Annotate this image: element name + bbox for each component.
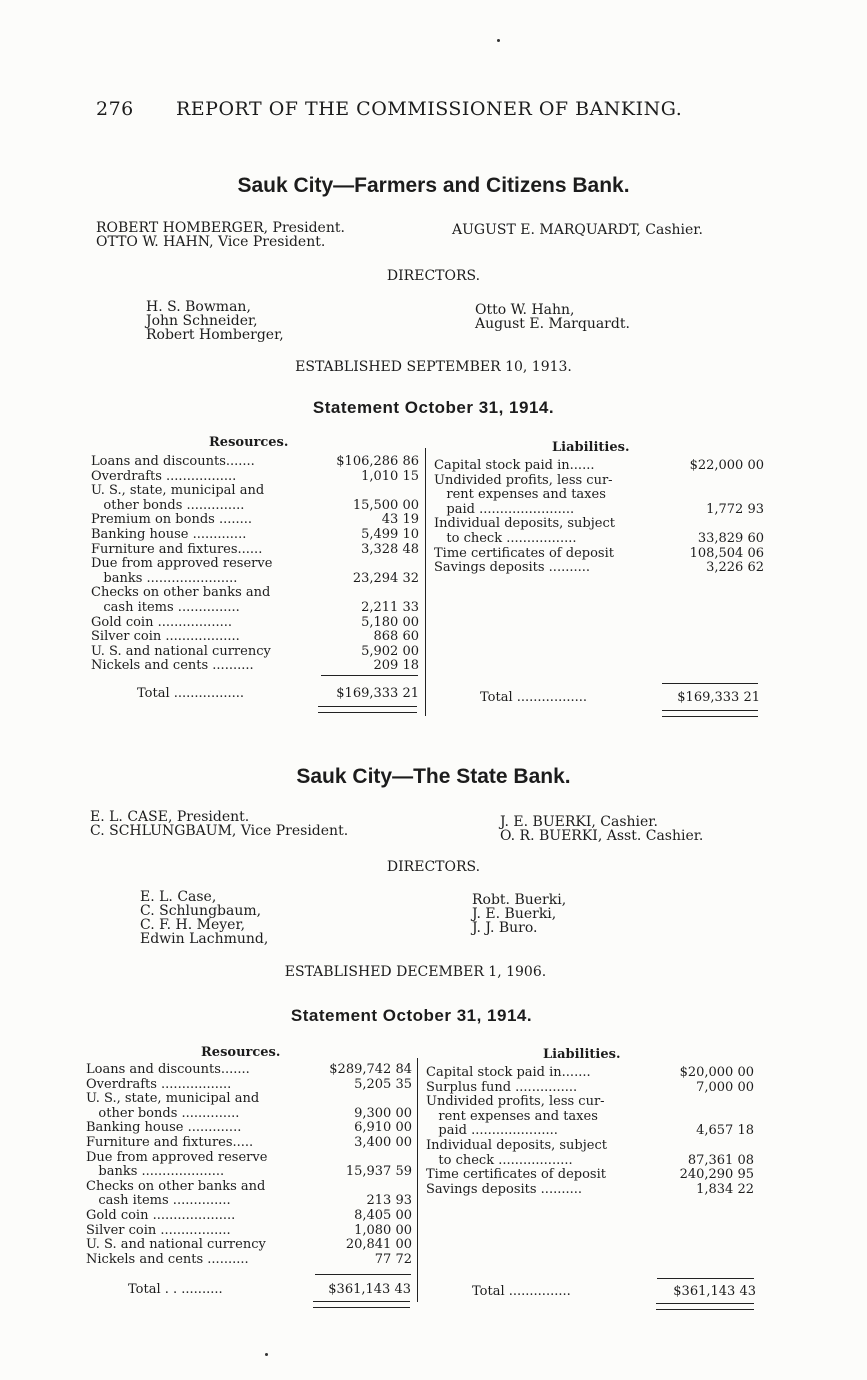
item-label: Loans and discounts....... [91,454,255,469]
ledger-row [86,1180,412,1195]
item-amount: 1,834 22 [696,1181,754,1197]
item-label: Premium on bonds ........ [91,512,253,528]
item-amount: 5,902 00 [361,643,419,659]
sum-rule [321,675,418,676]
directors-left [146,300,284,342]
item-label: Furniture and fixtures...... [91,541,263,557]
ledger-row [91,630,419,645]
ledger-row [86,1224,412,1239]
item-amount: 8,405 00 [354,1207,412,1223]
bank-title: Sauk City—Farmers and Citizens Bank. [237,174,630,197]
officer-cashier: AUGUST E. MARQUARDT, Cashier. [452,222,703,238]
ledger-row [86,1063,412,1078]
ledger-row [91,586,419,601]
item-amount: 1,010 15 [361,468,419,484]
director: H. S. Bowman, [146,299,251,315]
item-amount: $289,742 84 [329,1062,412,1077]
item-label: U. S., state, municipal and [86,1091,260,1107]
ledger-row [426,1081,754,1096]
item-amount: $20,000 00 [679,1065,754,1080]
page-number: 276 [96,98,134,120]
director: Robt. Buerki, [472,892,567,908]
item-label: Nickels and cents .......... [91,658,254,674]
item-amount: 15,500 00 [352,497,419,513]
liabilities-heading: Liabilities. [543,1047,621,1062]
item-label: U. S. and national currency [91,643,271,659]
established-date: ESTABLISHED DECEMBER 1, 1906. [284,964,547,980]
double-rule [662,710,758,717]
sum-rule [315,1274,411,1275]
item-label: Checks on other banks and [91,585,271,601]
ledger-row [91,543,419,558]
ledger-row [91,470,419,485]
established-date: ESTABLISHED SEPTEMBER 10, 1913. [295,359,572,375]
item-amount: 20,841 00 [345,1237,412,1253]
item-label: Banking house ............. [86,1120,242,1136]
officers-left [96,221,345,249]
ledger-row [86,1194,412,1209]
director: Edwin Lachmund, [140,931,269,947]
item-label: banks ...................... [91,570,238,586]
resources-list [91,455,419,674]
bank-title: Sauk City—The State Bank. [296,765,571,788]
double-rule [318,706,417,713]
column-divider [425,448,426,716]
officer-vice-president: C. SCHLUNGBAUM, Vice President. [90,823,349,839]
item-amount: 108,504 06 [689,545,764,561]
item-amount: 33,829 60 [697,530,764,546]
directors-right [475,303,630,331]
ledger-row [91,572,419,587]
ledger-row [86,1253,412,1268]
ledger-row [434,561,764,576]
item-label: paid ....................... [434,501,575,517]
total-amount: $361,143 43 [673,1284,756,1299]
total-amount: $361,143 43 [328,1282,411,1297]
ledger-row [434,488,764,503]
item-label: rent expenses and taxes [434,487,606,503]
director: C. F. H. Meyer, [140,917,246,933]
item-amount: $106,286 86 [336,454,419,469]
ledger-row [86,1151,412,1166]
item-amount: 3,226 62 [706,560,764,576]
ledger-row [86,1121,412,1136]
director: E. L. Case, [140,889,217,905]
item-label: Gold coin .................. [91,614,232,630]
ledger-row [91,616,419,631]
item-label: Overdrafts ................. [86,1076,232,1092]
ledger-row [91,601,419,616]
item-amount: 4,657 18 [696,1123,754,1139]
item-label: Nickels and cents .......... [86,1251,249,1267]
item-label: U. S. and national currency [86,1237,266,1253]
item-label: to check ................. [434,530,577,546]
ink-speck [265,1353,268,1356]
statement-heading: Statement October 31, 1914. [290,1006,533,1025]
ledger-row [86,1092,412,1107]
item-label: Surplus fund ............... [426,1079,578,1095]
director: John Schneider, [146,313,258,329]
ledger-row [91,659,419,674]
item-label: Undivided profits, less cur- [434,472,613,488]
item-amount: 23,294 32 [352,570,419,586]
item-amount: 5,499 10 [361,526,419,542]
ledger-row [426,1110,754,1125]
director: J. J. Buro. [472,920,538,936]
director: Robert Homberger, [146,327,284,343]
item-label: other bonds .............. [91,497,245,513]
officer-vice-president: OTTO W. HAHN, Vice President. [96,234,326,250]
ledger-row [426,1124,754,1139]
item-amount: 1,080 00 [354,1222,412,1238]
ledger-row [426,1066,754,1081]
item-label: Due from approved reserve [91,556,273,572]
ledger-row [91,484,419,499]
director: August E. Marquardt. [475,316,630,332]
ledger-row [426,1154,754,1169]
ledger-row [91,499,419,514]
item-label: Silver coin .................. [91,629,240,645]
item-label: Due from approved reserve [86,1149,268,1165]
item-label: Silver coin ................. [86,1222,231,1238]
item-amount: 868 60 [373,629,419,645]
ledger-row [86,1136,412,1151]
item-label: Time certificates of deposit [434,545,614,561]
total-label: Total ............... [472,1284,571,1299]
item-label: Loans and discounts....... [86,1062,250,1077]
ledger-row [426,1183,754,1198]
double-rule [656,1303,754,1310]
item-amount: 6,910 00 [354,1120,412,1136]
item-label: rent expenses and taxes [426,1108,598,1124]
item-amount: 87,361 08 [687,1152,754,1168]
officer-president: E. L. CASE, President. [90,809,250,825]
item-label: to check .................. [426,1152,573,1168]
ledger-row [426,1139,754,1154]
ledger-row [426,1095,754,1110]
item-label: Savings deposits .......... [434,560,590,576]
ledger-row [91,513,419,528]
director: C. Schlungbaum, [140,903,262,919]
liabilities-list [426,1066,754,1197]
total-label: Total . . .......... [128,1282,223,1297]
running-title: REPORT OF THE COMMISSIONER OF BANKING. [176,98,683,120]
item-amount: 43 19 [381,512,419,528]
item-label: Undivided profits, less cur- [426,1094,605,1110]
item-amount: 2,211 33 [361,599,419,615]
item-label: Savings deposits .......... [426,1181,582,1197]
item-label: cash items .............. [86,1193,231,1209]
column-divider [417,1058,418,1302]
item-label: U. S., state, municipal and [91,483,265,499]
ink-speck [497,39,500,42]
officers-right [500,815,703,843]
ledger-row [86,1078,412,1093]
ledger-row [434,517,764,532]
liabilities-total-row [480,690,760,706]
double-rule [313,1301,410,1308]
officers-right [452,223,703,237]
item-amount: 3,400 00 [354,1134,412,1150]
ledger-row [426,1168,754,1183]
item-amount: $22,000 00 [689,458,764,473]
resources-list [86,1063,412,1267]
total-label: Total ................. [480,690,588,705]
item-amount: 15,937 59 [345,1164,412,1180]
director: J. E. Buerki, [472,906,557,922]
item-amount: 3,328 48 [361,541,419,557]
total-amount: $169,333 21 [677,690,760,705]
item-label: banks .................... [86,1164,225,1180]
item-label: Furniture and fixtures..... [86,1134,254,1150]
item-amount: 9,300 00 [354,1105,412,1121]
officer-cashier: J. E. BUERKI, Cashier. [500,814,658,830]
directors-heading: DIRECTORS. [386,268,481,284]
item-label: Checks on other banks and [86,1178,266,1194]
item-label: Individual deposits, subject [426,1137,607,1153]
directors-left [140,890,268,946]
item-label: paid ..................... [426,1123,558,1139]
total-amount: $169,333 21 [336,686,419,701]
liabilities-list [434,459,764,576]
directors-heading: DIRECTORS. [386,859,481,875]
item-label: Time certificates of deposit [426,1167,606,1183]
item-label: other bonds .............. [86,1105,240,1121]
item-label: Capital stock paid in...... [434,458,595,473]
sum-rule [662,683,758,684]
sum-rule [657,1278,754,1279]
ledger-row [434,547,764,562]
director: Otto W. Hahn, [475,302,575,318]
item-amount: 5,205 35 [354,1076,412,1092]
ledger-row [86,1238,412,1253]
ledger-row [91,557,419,572]
resources-total-row [137,686,419,702]
item-amount: 240,290 95 [679,1167,754,1183]
item-amount: 213 93 [366,1193,412,1209]
directors-right [472,893,566,935]
ledger-row [91,645,419,660]
officer-asst-cashier: O. R. BUERKI, Asst. Cashier. [500,828,704,844]
ledger-row [434,459,764,474]
item-label: Banking house ............. [91,526,247,542]
ledger-row [434,474,764,489]
item-amount: 77 72 [374,1251,412,1267]
ledger-row [86,1107,412,1122]
ledger-row [434,532,764,547]
page-header [96,98,682,120]
item-amount: 7,000 00 [696,1079,754,1095]
item-label: cash items ............... [91,599,240,615]
item-label: Individual deposits, subject [434,516,615,532]
item-label: Gold coin .................... [86,1207,236,1223]
statement-heading: Statement October 31, 1914. [312,398,555,417]
ledger-row [91,455,419,470]
ledger-row [434,503,764,518]
item-amount: 209 18 [373,658,419,674]
officers-left [90,810,348,838]
total-label: Total ................. [137,686,245,701]
item-label: Overdrafts ................. [91,468,237,484]
ledger-row [86,1165,412,1180]
liabilities-total-row [472,1284,756,1300]
item-amount: 1,772 93 [706,501,764,517]
resources-total-row [128,1282,411,1298]
item-label: Capital stock paid in....... [426,1065,591,1080]
item-amount: 5,180 00 [361,614,419,630]
resources-heading: Resources. [201,1045,281,1060]
ledger-row [86,1209,412,1224]
liabilities-heading: Liabilities. [552,440,630,455]
officer-president: ROBERT HOMBERGER, President. [96,220,345,236]
resources-heading: Resources. [209,435,289,450]
ledger-row [91,528,419,543]
